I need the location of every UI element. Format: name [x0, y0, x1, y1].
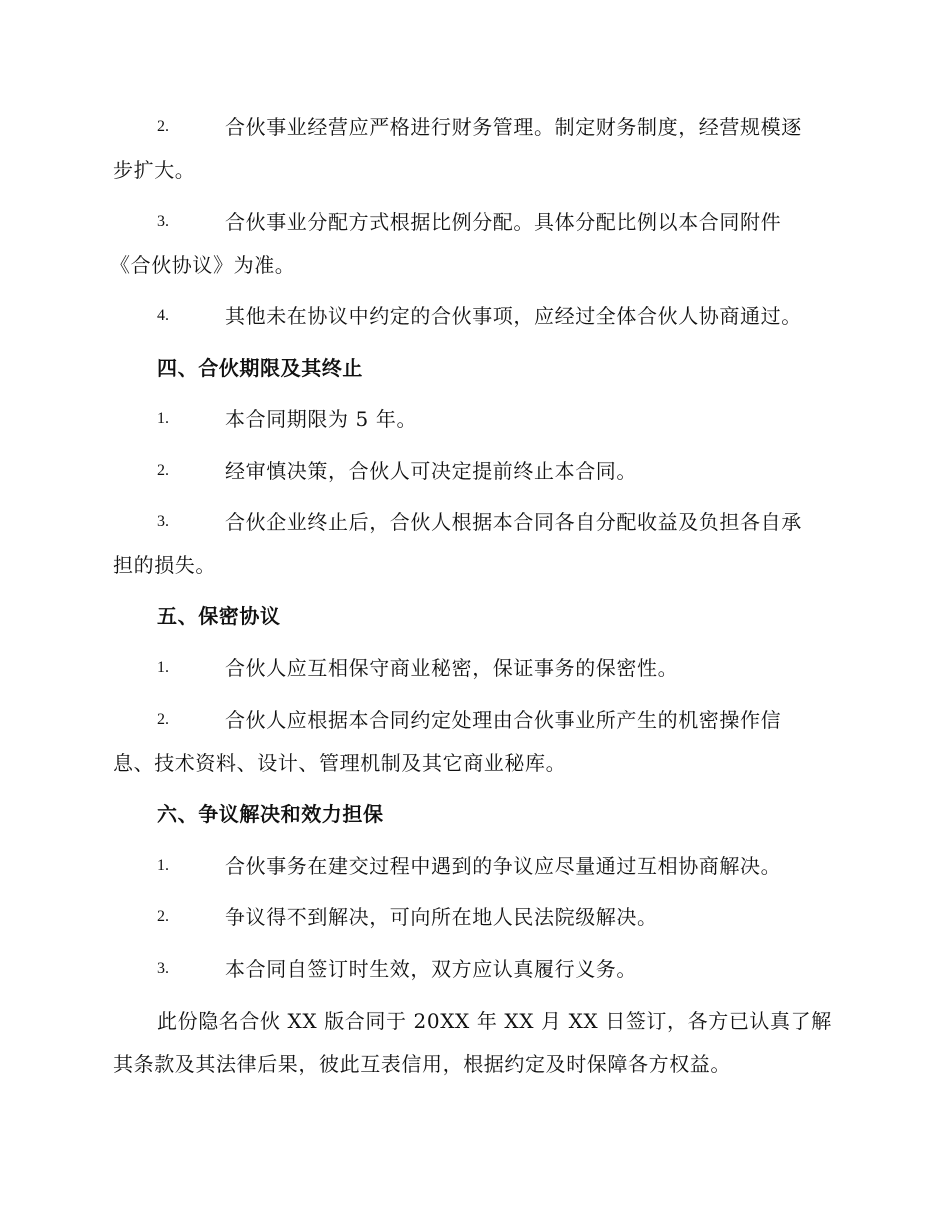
- item-number: 4.: [157, 307, 169, 324]
- item-text: 本合同自签订时生效，双方应认真履行义务。: [225, 957, 637, 981]
- item-number: 2.: [157, 462, 169, 479]
- section-heading: 五、保密协议: [157, 604, 281, 628]
- item-number: 3.: [157, 513, 169, 530]
- item-text-continuation: 《合伙协议》为准。: [110, 253, 296, 277]
- item-text: 合伙事务在建交过程中遇到的争议应尽量通过互相协商解决。: [225, 854, 782, 878]
- item-text: 其他未在协议中约定的合伙事项，应经过全体合伙人协商通过。: [225, 304, 802, 328]
- closing-paragraph-line: 此份隐名合伙 XX 版合同于 20XX 年 XX 月 XX 日签订，各方已认真了解: [157, 1009, 832, 1033]
- section-heading: 四、合伙期限及其终止: [157, 356, 363, 380]
- item-text-continuation: 步扩大。: [113, 158, 196, 182]
- item-number: 1.: [157, 857, 169, 874]
- section-heading: 六、争议解决和效力担保: [157, 802, 384, 826]
- item-text: 合伙人应根据本合同约定处理由合伙事业所产生的机密操作信: [225, 708, 782, 732]
- item-text: 本合同期限为 5 年。: [225, 407, 418, 431]
- item-text: 合伙人应互相保守商业秘密，保证事务的保密性。: [225, 656, 679, 680]
- item-number: 3.: [157, 960, 169, 977]
- item-text-continuation: 担的损失。: [113, 553, 216, 577]
- item-number: 1.: [157, 410, 169, 427]
- item-text: 合伙事业分配方式根据比例分配。具体分配比例以本合同附件: [225, 210, 782, 234]
- item-number: 3.: [157, 213, 169, 230]
- item-number: 2.: [157, 711, 169, 728]
- item-number: 2.: [157, 908, 169, 925]
- item-text-continuation: 息、技术资料、设计、管理机制及其它商业秘库。: [113, 751, 567, 775]
- item-text: 经审慎决策，合伙人可决定提前终止本合同。: [225, 459, 637, 483]
- item-text: 争议得不到解决，可向所在地人民法院级解决。: [225, 905, 658, 929]
- item-text: 合伙事业经营应严格进行财务管理。制定财务制度，经营规模逐: [225, 115, 802, 139]
- item-number: 1.: [157, 659, 169, 676]
- item-number: 2.: [157, 118, 169, 135]
- closing-paragraph-line: 其条款及其法律后果，彼此互表信用，根据约定及时保障各方权益。: [113, 1052, 731, 1076]
- item-text: 合伙企业终止后，合伙人根据本合同各自分配收益及负担各自承: [225, 510, 802, 534]
